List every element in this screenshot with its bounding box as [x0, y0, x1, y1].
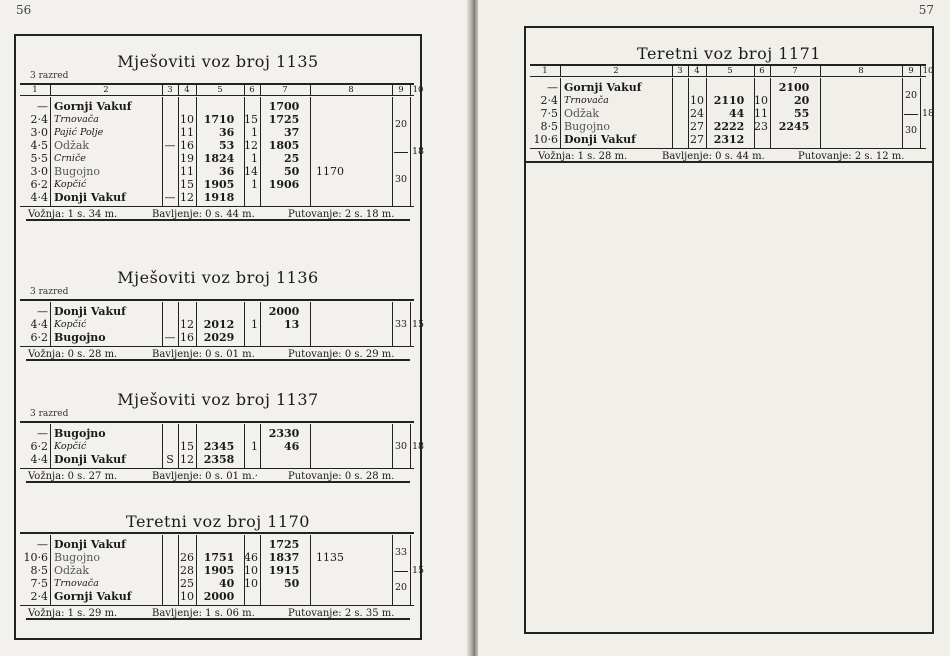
column-header: 6	[249, 85, 255, 95]
table-row	[20, 100, 414, 113]
column-divider	[260, 85, 261, 95]
class-label: 3 razred	[30, 409, 69, 419]
column-header: 5	[217, 85, 223, 95]
stop-time: Bavljenje: 0 s. 44 m.	[662, 151, 765, 162]
column-divider	[770, 66, 771, 76]
section-title: Mješoviti voz broj 1136	[117, 268, 319, 287]
station-name: Pajić Polje	[54, 127, 104, 138]
column-9-value: 20	[394, 118, 408, 130]
departure-minute: 15	[284, 564, 300, 577]
column-header: 9	[908, 66, 914, 76]
departure-minute: 00	[794, 81, 810, 94]
station-name: Gornji Vakuf	[54, 100, 132, 113]
table-row	[530, 120, 926, 133]
departure-minute: 25	[284, 538, 300, 551]
station-name: Kopčić	[54, 179, 87, 190]
distance-km: 8·5	[540, 120, 558, 133]
stop-time: Bavljenje: 0 s. 44 m.	[152, 209, 255, 220]
table-row	[20, 427, 414, 440]
column-divider	[920, 66, 921, 76]
departure-hour: 22	[778, 120, 794, 133]
distance-km: 7·5	[30, 577, 48, 590]
column-header: 2	[103, 85, 109, 95]
column-10-value: 18	[921, 107, 935, 119]
column-divider	[196, 85, 197, 95]
station-name: Kopčić	[54, 441, 87, 452]
column-divider	[754, 66, 755, 76]
column-divider	[244, 85, 245, 95]
arrival-hour: 23	[713, 133, 729, 146]
arrival-minute: 36	[219, 165, 235, 178]
departure-minute: 06	[284, 178, 300, 191]
column-header: 1	[542, 66, 548, 76]
departure-hour: 18	[268, 551, 284, 564]
departure-minute: 05	[284, 139, 300, 152]
arrival-hour: 21	[713, 94, 729, 107]
table-row	[20, 305, 414, 318]
arrival-minute: 10	[729, 94, 745, 107]
section-title: Mješoviti voz broj 1135	[117, 52, 319, 71]
station-name: Donji Vakuf	[54, 305, 126, 318]
arrival-hour: 22	[713, 120, 729, 133]
arrival-hour: 17	[203, 113, 219, 126]
arrival-hour: 19	[203, 564, 219, 577]
column-header: 7	[282, 85, 288, 95]
table-row	[530, 107, 926, 120]
station-name: Donji Vakuf	[54, 453, 126, 466]
column-divider	[162, 85, 163, 95]
section-top-rule	[20, 421, 414, 423]
column-header: 10	[412, 85, 424, 95]
table-row	[20, 564, 414, 577]
arrival-minute: 12	[219, 318, 235, 331]
section-title: Teretni voz broj 1170	[126, 512, 310, 531]
connection-train: 1170	[316, 165, 344, 178]
travel-minutes: 27	[690, 120, 704, 133]
station-name: Crniče	[54, 153, 86, 164]
column-9-value: 33	[394, 318, 408, 330]
station-name: Odžak	[564, 107, 600, 120]
column-header: 6	[759, 66, 765, 76]
travel-minutes: 15	[180, 178, 194, 191]
column-header: 8	[858, 66, 864, 76]
travel-minutes: 10	[690, 94, 704, 107]
section-title: Mješoviti voz broj 1137	[117, 390, 319, 409]
arrival-hour: 20	[203, 318, 219, 331]
station-name: Donji Vakuf	[54, 538, 126, 551]
stop-minutes: 46	[244, 551, 258, 564]
distance-km: 6·2	[30, 331, 48, 344]
arrival-minute: 51	[219, 551, 235, 564]
note-mark: —	[164, 191, 176, 204]
departure-minute: 37	[284, 126, 300, 139]
station-name: Donji Vakuf	[54, 191, 126, 204]
travel-minutes: 12	[180, 318, 194, 331]
column-header: 3	[677, 66, 683, 76]
column-header: 3	[167, 85, 173, 95]
travel-minutes: 11	[180, 165, 194, 178]
departure-hour: 21	[778, 81, 794, 94]
timetable-frame-right	[524, 26, 934, 634]
distance-km: 4·4	[30, 191, 48, 204]
stop-minutes: 11	[754, 107, 768, 120]
arrival-hour: 19	[203, 191, 219, 204]
stop-minutes: 1	[251, 178, 258, 191]
departure-minute: 13	[284, 318, 300, 331]
column-9-value: 30	[394, 173, 408, 185]
column-10-value: 18	[411, 440, 425, 452]
distance-km: 4·4	[30, 453, 48, 466]
column-10-value: 15	[411, 564, 425, 576]
total-time: Putovanje: 2 s. 18 m.	[288, 209, 395, 220]
section-footer	[26, 608, 410, 620]
table-row	[20, 191, 414, 204]
section-footer	[26, 471, 410, 483]
travel-minutes: 26	[180, 551, 194, 564]
column-header: 7	[792, 66, 798, 76]
table-row	[20, 113, 414, 126]
column-9-value: 20	[394, 582, 408, 594]
column-header: 2	[613, 66, 619, 76]
column-9-divider	[394, 152, 408, 153]
distance-km: 4·4	[30, 318, 48, 331]
column-divider	[560, 66, 561, 76]
departure-minute: 20	[794, 94, 810, 107]
departure-minute: 50	[284, 577, 300, 590]
column-header: 4	[694, 66, 700, 76]
page-number-right: 57	[918, 3, 934, 17]
arrival-minute: 24	[219, 152, 235, 165]
connection-train: 1135	[316, 551, 344, 564]
section-top-rule	[20, 299, 414, 301]
travel-minutes: 12	[180, 191, 194, 204]
arrival-hour: 20	[203, 590, 219, 603]
arrival-hour: 18	[203, 152, 219, 165]
arrival-hour: 23	[203, 440, 219, 453]
stop-time: Bavljenje: 1 s. 06 m.	[152, 608, 255, 619]
stop-minutes: 1	[251, 318, 258, 331]
travel-minutes: 12	[180, 453, 194, 466]
station-name: Bugojno	[54, 331, 106, 344]
departure-minute: 25	[284, 113, 300, 126]
travel-minutes: 24	[690, 107, 704, 120]
arrival-minute: 29	[219, 331, 235, 344]
arrival-minute: 44	[729, 107, 745, 120]
travel-minutes: 15	[180, 440, 194, 453]
arrival-minute: 05	[219, 564, 235, 577]
station-name: Bugojno	[54, 427, 106, 440]
distance-km: 6·2	[30, 440, 48, 453]
note-mark: —	[164, 139, 176, 152]
stop-minutes: 10	[754, 94, 768, 107]
total-time: Putovanje: 2 s. 12 m.	[798, 151, 905, 162]
station-name: Odžak	[54, 139, 90, 152]
stop-minutes: 10	[244, 564, 258, 577]
section-bottom-rule	[526, 161, 932, 163]
column-divider	[688, 66, 689, 76]
arrival-minute: 00	[219, 590, 235, 603]
departure-minute: 45	[794, 120, 810, 133]
table-row	[20, 331, 414, 344]
arrival-minute: 10	[219, 113, 235, 126]
table-row	[20, 538, 414, 551]
table-row	[20, 440, 414, 453]
departure-hour: 20	[268, 305, 284, 318]
driving-time: Vožnja: 0 s. 27 m.	[28, 471, 118, 482]
departure-minute: 00	[284, 100, 300, 113]
travel-minutes: 19	[180, 152, 194, 165]
timetable-body	[20, 97, 425, 207]
station-name: Gornji Vakuf	[54, 590, 132, 603]
distance-km: —	[37, 538, 48, 551]
departure-hour: 23	[268, 427, 284, 440]
page-number-left: 56	[16, 3, 32, 17]
timetable-body	[20, 424, 425, 469]
column-9-divider	[394, 571, 408, 572]
stop-minutes: 1	[251, 440, 258, 453]
departure-minute: 30	[284, 427, 300, 440]
total-time: Putovanje: 0 s. 29 m.	[288, 349, 395, 360]
column-9-value: 33	[394, 546, 408, 558]
note-mark: —	[164, 331, 176, 344]
distance-km: —	[37, 305, 48, 318]
class-label: 3 razred	[30, 71, 69, 81]
departure-minute: 00	[284, 305, 300, 318]
travel-minutes: 16	[180, 139, 194, 152]
station-name: Gornji Vakuf	[564, 81, 642, 94]
column-divider	[672, 66, 673, 76]
column-divider	[410, 85, 411, 95]
distance-km: 3·0	[30, 126, 48, 139]
column-header: 8	[348, 85, 354, 95]
arrival-minute: 22	[729, 120, 745, 133]
section-footer	[26, 349, 410, 361]
column-divider	[50, 85, 51, 95]
distance-km: 2·4	[30, 113, 48, 126]
column-header: 1	[32, 85, 38, 95]
table-row	[20, 152, 414, 165]
column-9-value: 30	[394, 440, 408, 452]
arrival-minute: 05	[219, 178, 235, 191]
distance-km: 10·6	[23, 551, 48, 564]
departure-minute: 25	[284, 152, 300, 165]
station-name: Trnovača	[54, 578, 99, 589]
arrival-minute: 12	[729, 133, 745, 146]
timetable-body	[530, 78, 935, 149]
left-page	[0, 0, 470, 656]
column-divider	[392, 85, 393, 95]
station-name: Bugojno	[564, 120, 610, 133]
table-row	[530, 94, 926, 107]
distance-km: —	[547, 81, 558, 94]
travel-minutes: 10	[180, 590, 194, 603]
driving-time: Vožnja: 1 s. 34 m.	[28, 209, 118, 220]
column-header: 5	[727, 66, 733, 76]
stop-minutes: 12	[244, 139, 258, 152]
arrival-hour: 23	[203, 453, 219, 466]
driving-time: Vožnja: 1 s. 28 m.	[538, 151, 628, 162]
section-top-rule	[20, 532, 414, 534]
total-time: Putovanje: 0 s. 28 m.	[288, 471, 395, 482]
arrival-minute: 45	[219, 440, 235, 453]
arrival-minute: 53	[219, 139, 235, 152]
section-footer	[26, 209, 410, 221]
column-divider	[310, 85, 311, 95]
station-name: Bugojno	[54, 165, 100, 178]
departure-hour: 17	[268, 113, 284, 126]
arrival-minute: 18	[219, 191, 235, 204]
column-10-value: 18	[411, 146, 425, 157]
column-header: 10	[922, 66, 934, 76]
arrival-hour: 20	[203, 331, 219, 344]
table-row	[530, 133, 926, 146]
stop-minutes: 10	[244, 577, 258, 590]
departure-hour: 18	[268, 139, 284, 152]
stop-minutes: 14	[244, 165, 258, 178]
note-mark: S	[166, 453, 174, 466]
timetable-body	[20, 535, 425, 606]
column-9-divider	[904, 114, 918, 115]
stop-time: Bavljenje: 0 s. 01 m.	[152, 349, 255, 360]
station-name: Trnovača	[54, 114, 99, 125]
table-row	[20, 577, 414, 590]
right-page	[478, 0, 950, 656]
station-name: Odžak	[54, 564, 90, 577]
distance-km: 8·5	[30, 564, 48, 577]
table-row	[20, 126, 414, 139]
total-time: Putovanje: 2 s. 35 m.	[288, 608, 395, 619]
distance-km: 10·6	[533, 133, 558, 146]
table-row	[20, 165, 414, 178]
departure-minute: 55	[794, 107, 810, 120]
distance-km: 4·5	[30, 139, 48, 152]
travel-minutes: 28	[180, 564, 194, 577]
departure-minute: 37	[284, 551, 300, 564]
driving-time: Vožnja: 1 s. 29 m.	[28, 608, 118, 619]
station-name: Kopčić	[54, 319, 87, 330]
table-row	[20, 551, 414, 564]
station-name: Bugojno	[54, 551, 100, 564]
distance-km: 7·5	[540, 107, 558, 120]
table-row	[20, 590, 414, 603]
stop-minutes: 23	[754, 120, 768, 133]
table-row	[530, 81, 926, 94]
column-divider	[820, 66, 821, 76]
table-row	[20, 318, 414, 331]
distance-km: 3·0	[30, 165, 48, 178]
distance-km: 6·2	[30, 178, 48, 191]
arrival-minute: 36	[219, 126, 235, 139]
table-row	[20, 178, 414, 191]
departure-minute: 50	[284, 165, 300, 178]
column-9-value: 30	[904, 125, 918, 137]
column-header: 4	[184, 85, 190, 95]
distance-km: 5·5	[30, 152, 48, 165]
driving-time: Vožnja: 0 s. 28 m.	[28, 349, 118, 360]
station-name: Trnovača	[564, 95, 609, 106]
stop-minutes: 1	[251, 126, 258, 139]
travel-minutes: 25	[180, 577, 194, 590]
stop-minutes: 15	[244, 113, 258, 126]
arrival-minute: 40	[219, 577, 235, 590]
station-name: Donji Vakuf	[564, 133, 636, 146]
travel-minutes: 11	[180, 126, 194, 139]
distance-km: 2·4	[30, 590, 48, 603]
departure-hour: 17	[268, 100, 284, 113]
column-divider	[706, 66, 707, 76]
departure-hour: 17	[268, 538, 284, 551]
departure-hour: 19	[268, 564, 284, 577]
table-row	[20, 139, 414, 152]
stop-minutes: 1	[251, 152, 258, 165]
column-header-row	[20, 83, 424, 96]
column-divider	[902, 66, 903, 76]
distance-km: 2·4	[540, 94, 558, 107]
timetable-body	[20, 302, 425, 347]
column-divider	[178, 85, 179, 95]
departure-hour: 19	[268, 178, 284, 191]
arrival-hour: 19	[203, 178, 219, 191]
stop-time: Bavljenje: 0 s. 01 m.·	[152, 471, 258, 482]
column-10-value: 15	[411, 318, 425, 330]
table-row	[20, 453, 414, 466]
class-label: 3 razred	[30, 287, 69, 297]
travel-minutes: 27	[690, 133, 704, 146]
travel-minutes: 16	[180, 331, 194, 344]
distance-km: —	[37, 100, 48, 113]
column-header: 9	[398, 85, 404, 95]
travel-minutes: 10	[180, 113, 194, 126]
column-9-value: 20	[904, 89, 918, 101]
arrival-hour: 17	[203, 551, 219, 564]
section-title: Teretni voz broj 1171	[637, 44, 821, 63]
distance-km: —	[37, 427, 48, 440]
timetable-frame-left	[14, 34, 425, 640]
departure-minute: 46	[284, 440, 300, 453]
column-header-row	[530, 64, 934, 77]
arrival-minute: 58	[219, 453, 235, 466]
